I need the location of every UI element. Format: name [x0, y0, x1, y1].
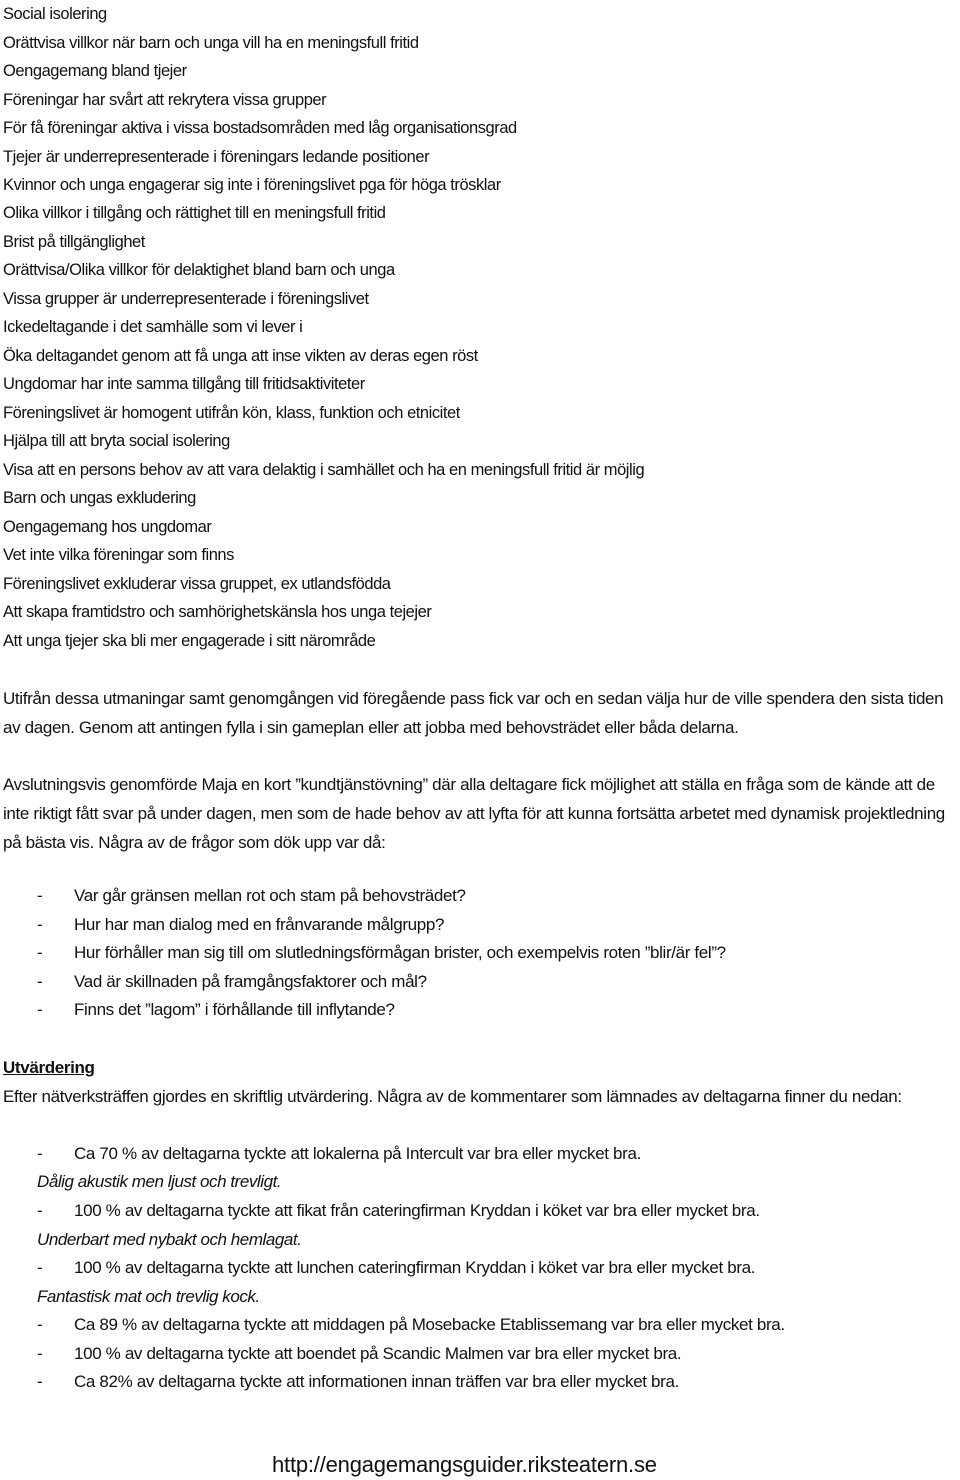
evaluation-text: 100 % av deltagarna tyckte att boendet på Scandic Malmen var bra eller mycket bra.	[74, 1344, 682, 1363]
list-item: Föreningslivet exkluderar vissa gruppet, ex utlandsfödda	[3, 575, 391, 593]
question-text: Hur förhåller man sig till om slutledningsförmågan brister, och exempelvis roten ”blir/är fel”?	[74, 943, 726, 962]
section-heading: Utvärdering	[3, 1058, 95, 1077]
list-item: Barn och ungas exkludering	[3, 489, 196, 507]
list-item	[37, 1315, 785, 1335]
question-text: Finns det ”lagom” i förhållande till inflytande?	[74, 1000, 395, 1019]
list-item: Orättvisa villkor när barn och unga vill ha en meningsfull fritid	[3, 34, 419, 52]
participant-comment: Dålig akustik men ljust och trevligt.	[37, 1172, 282, 1191]
participant-comment: Underbart med nybakt och hemlagat.	[37, 1230, 302, 1249]
list-item	[37, 943, 726, 963]
dash-marker: -	[37, 1201, 43, 1220]
list-item	[37, 886, 466, 906]
list-item	[37, 1372, 679, 1392]
list-item: Oengagemang bland tjejer	[3, 62, 187, 80]
dash-marker: -	[37, 1344, 43, 1363]
list-item: Vet inte vilka föreningar som finns	[3, 546, 234, 564]
question-text: Var går gränsen mellan rot och stam på behovsträdet?	[74, 886, 466, 905]
evaluation-text: Ca 82% av deltagarna tyckte att informationen innan träffen var bra eller mycket bra.	[74, 1372, 679, 1391]
list-item: Föreningar har svårt att rekrytera vissa grupper	[3, 91, 327, 109]
dash-marker: -	[37, 915, 43, 934]
list-item: Orättvisa/Olika villkor för delaktighet bland barn och unga	[3, 261, 395, 279]
list-item	[37, 972, 427, 992]
list-item: Ungdomar har inte samma tillgång till fritidsaktiviteter	[3, 375, 365, 393]
list-item: Olika villkor i tillgång och rättighet till en meningsfull fritid	[3, 204, 386, 222]
dash-marker: -	[37, 1315, 43, 1334]
list-item: Visa att en persons behov av att vara delaktig i samhället och ha en meningsfull fritid är möjlig	[3, 461, 645, 479]
list-item	[37, 1000, 395, 1020]
question-text: Hur har man dialog med en frånvarande målgrupp?	[74, 915, 445, 934]
dash-marker: -	[37, 1144, 43, 1163]
evaluation-text: Ca 89 % av deltagarna tyckte att middagen på Mosebacke Etablissemang var bra eller mycket bra.	[74, 1315, 785, 1334]
list-item: Hjälpa till att bryta social isolering	[3, 432, 230, 450]
list-item: Vissa grupper är underrepresenterade i föreningslivet	[3, 290, 369, 308]
evaluation-text: 100 % av deltagarna tyckte att lunchen cateringfirman Kryddan i köket var bra eller mycket bra.	[74, 1258, 756, 1277]
list-item	[37, 1344, 681, 1364]
dash-marker: -	[37, 972, 43, 991]
list-item	[37, 1144, 641, 1164]
list-item: Ickedeltagande i det samhälle som vi lever i	[3, 318, 303, 336]
dash-marker: -	[37, 1258, 43, 1277]
participant-comment: Fantastisk mat och trevlig kock.	[37, 1287, 260, 1306]
list-item	[37, 915, 444, 935]
evaluation-intro: Efter nätverksträffen gjordes en skriftlig utvärdering. Några av de kommentarer som lämnades av deltagarna finner du nedan:	[3, 1087, 902, 1106]
dash-marker: -	[37, 1000, 43, 1019]
list-item: Tjejer är underrepresenterade i föreningars ledande positioner	[3, 148, 430, 166]
dash-marker: -	[37, 886, 43, 905]
list-item: För få föreningar aktiva i vissa bostadsområden med låg organisationsgrad	[3, 119, 517, 137]
list-item: Öka deltagandet genom att få unga att inse vikten av deras egen röst	[3, 347, 478, 365]
list-item: Social isolering	[3, 5, 107, 23]
list-item: Föreningslivet är homogent utifrån kön, klass, funktion och etnicitet	[3, 404, 460, 422]
list-item	[37, 1201, 760, 1221]
list-item: Att skapa framtidstro och samhörighetskänsla hos unga tejejer	[3, 603, 432, 621]
list-item: Oengagemang hos ungdomar	[3, 518, 212, 536]
evaluation-text: 100 % av deltagarna tyckte att fikat från cateringfirman Kryddan i köket var bra eller mycket bra.	[74, 1201, 760, 1220]
question-text: Vad är skillnaden på framgångsfaktorer och mål?	[74, 972, 427, 991]
paragraph-choice: Utifrån dessa utmaningar samt genomgången vid föregående pass fick var och en sedan välja hur de ville spendera den sista tiden av dagen. Genom att antingen fylla i sin gameplan eller att jobba med behovsträdet eller båda delarna.	[3, 689, 944, 737]
list-item: Att unga tjejer ska bli mer engagerade i sitt närområde	[3, 632, 376, 650]
dash-marker: -	[37, 943, 43, 962]
list-item	[37, 1258, 755, 1278]
dash-marker: -	[37, 1372, 43, 1391]
list-item: Brist på tillgänglighet	[3, 233, 145, 251]
paragraph-closing: Avslutningsvis genomförde Maja en kort ”kundtjänstövning” där alla deltagare fick möjlighet att ställa en fråga som de kände att de inte riktigt fått svar på under dagen, men som de hade behov av att lyfta för att kunna fortsätta arbetet med dynamisk projektledning på bästa vis. Några av de frågor som dök upp var då:	[3, 775, 945, 852]
footer-url[interactable]: http://engagemangsguider.riksteatern.se	[272, 1452, 657, 1477]
list-item: Kvinnor och unga engagerar sig inte i föreningslivet pga för höga trösklar	[3, 176, 501, 194]
evaluation-text: Ca 70 % av deltagarna tyckte att lokalerna på Intercult var bra eller mycket bra.	[74, 1144, 641, 1163]
